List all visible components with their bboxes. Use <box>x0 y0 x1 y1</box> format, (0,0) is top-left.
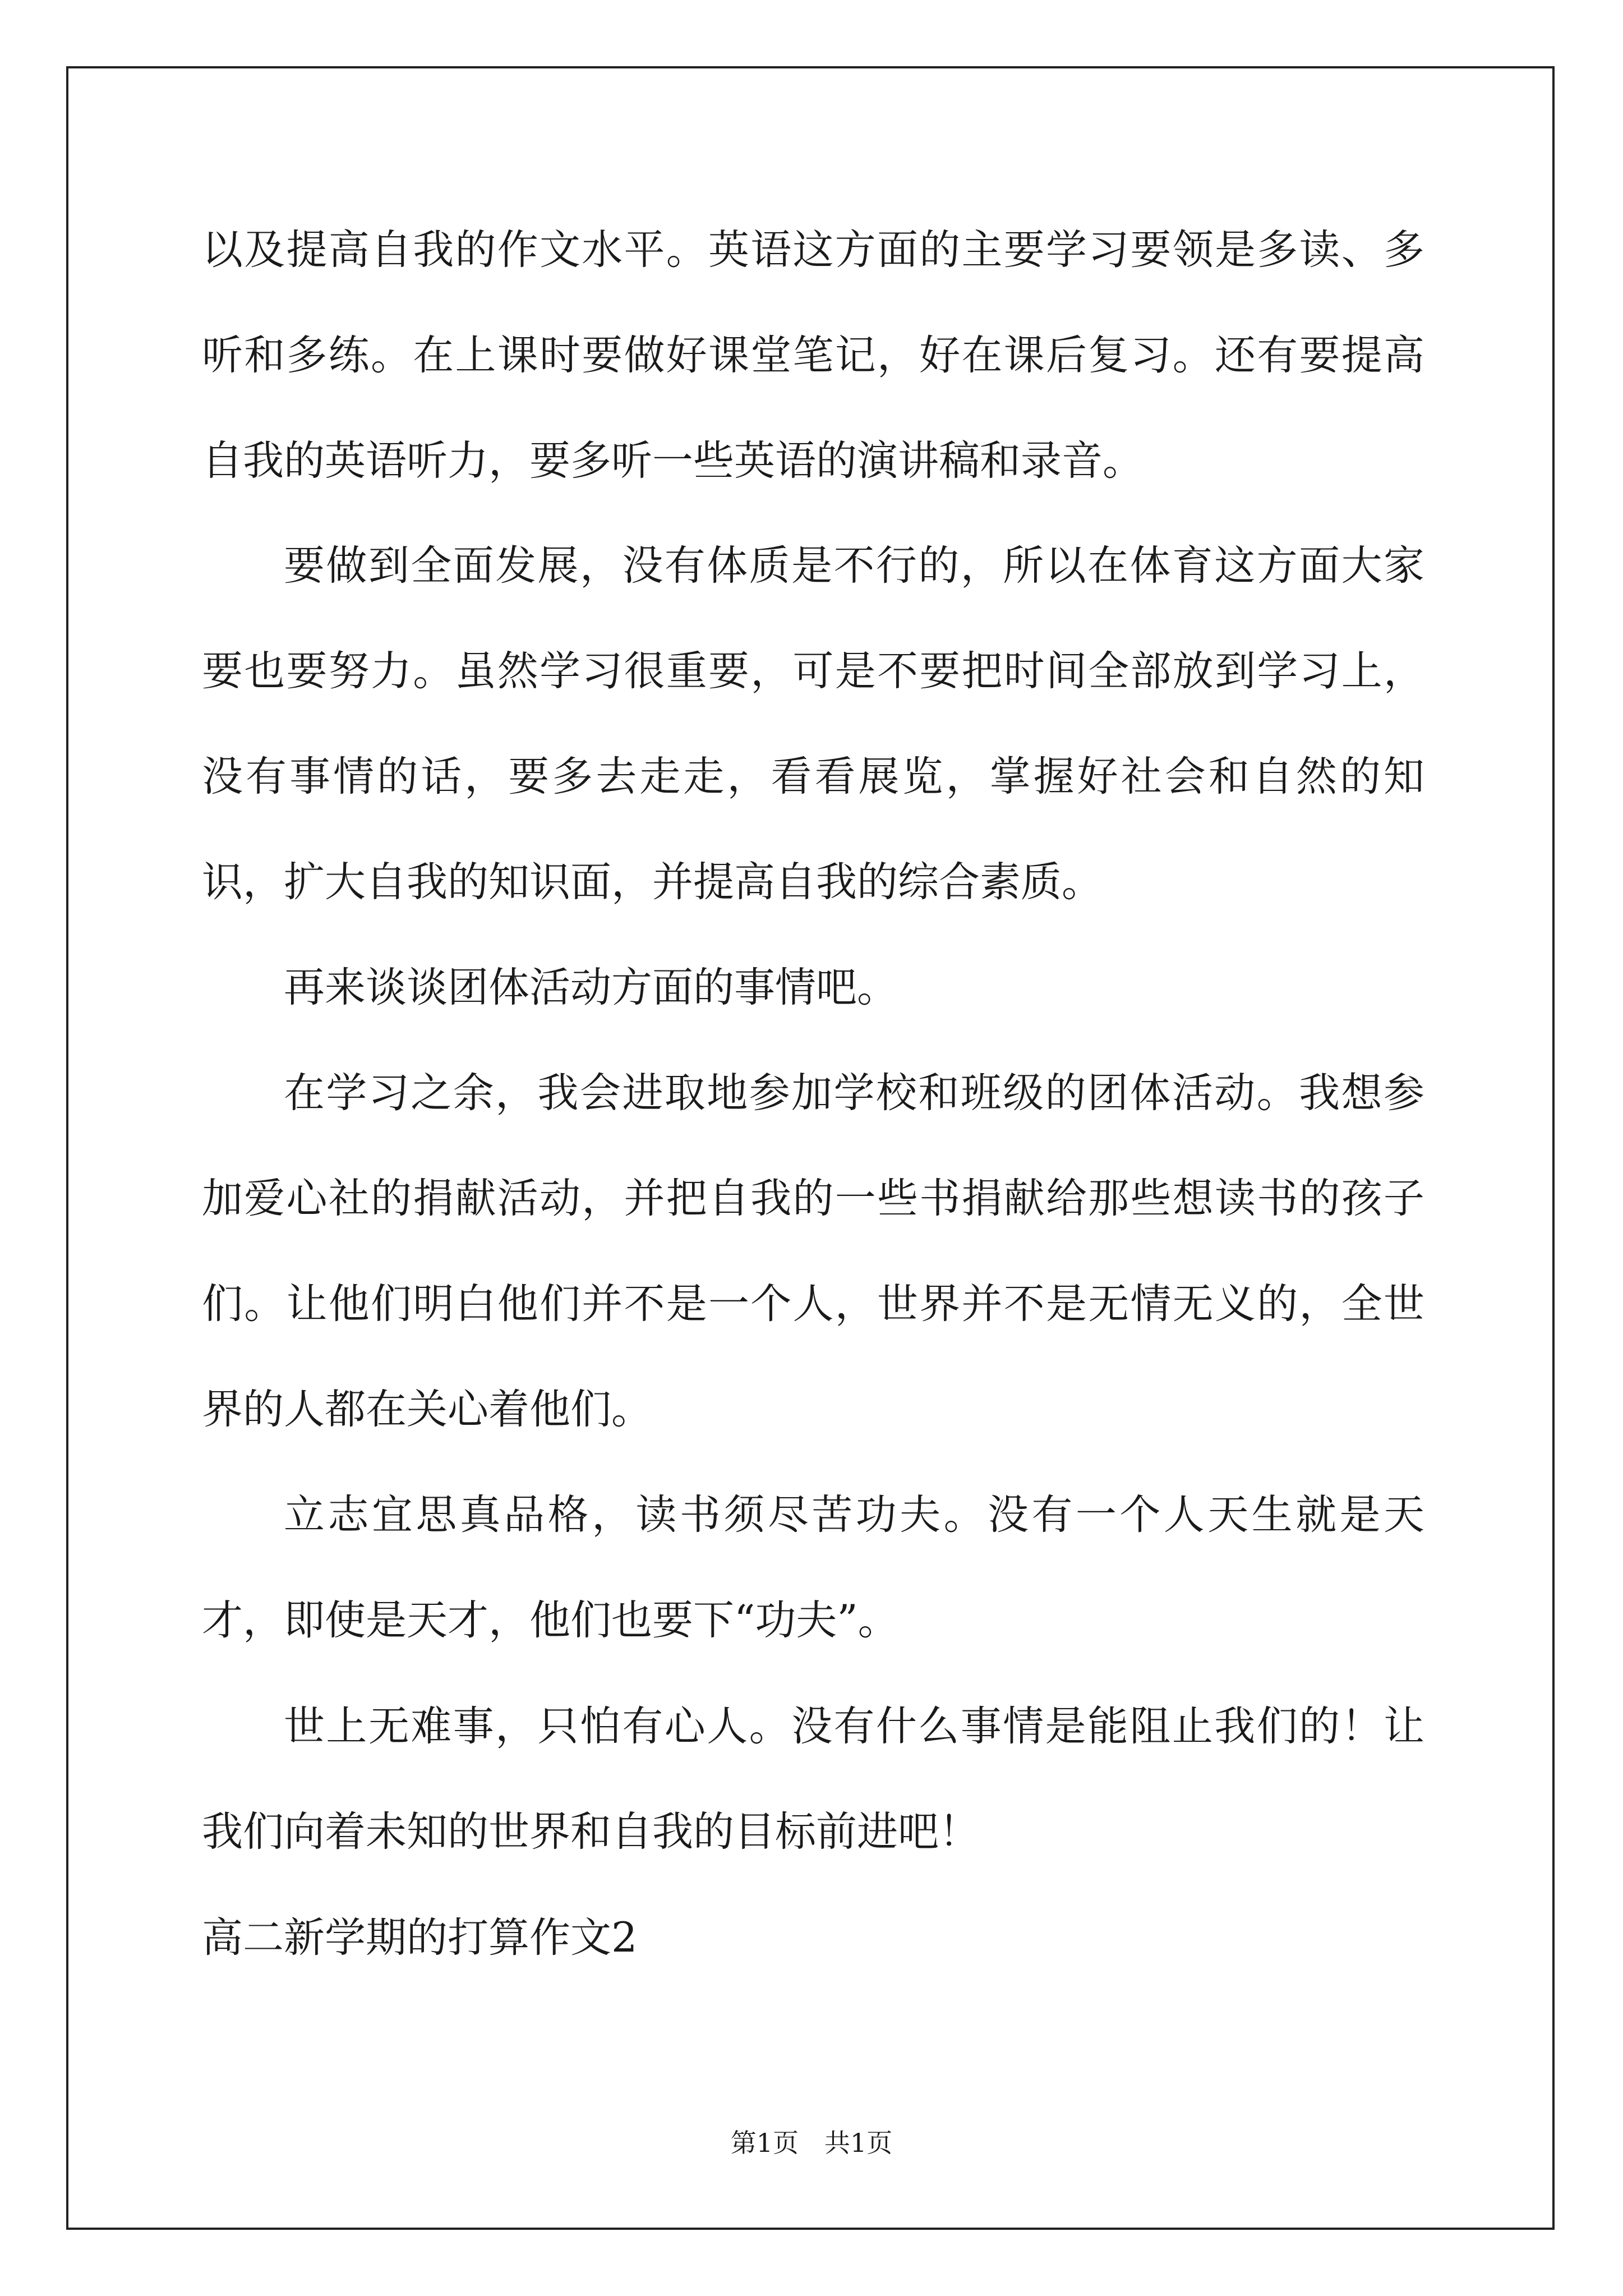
section-heading: 高二新学期的打算作文2 <box>202 1914 638 1962</box>
paragraph-6: 世上无难事，只怕有心人。没有什么事情是能阻止我们的！让我们向着未知的世界和自我的目标前进吧！ <box>202 1703 1424 1856</box>
paragraph-3: 再来谈谈团体活动方面的事情吧。 <box>284 964 898 1011</box>
paragraph-2: 要做到全面发展，没有体质是不行的，所以在体育这方面大家要也要努力。虽然学习很重要，可是不要把时间全部放到学习上，没有事情的话，要多去走走，看看展览，掌握好社会和自然的知识，扩大自我的知识面，并提高自我的综合素质。 <box>202 542 1424 906</box>
paragraph-4: 在学习之余，我会进取地参加学校和班级的团体活动。我想参加爱心社的捐献活动，并把自我的一些书捐献给那些想读书的孩子们。让他们明白他们并不是一个人，世界并不是无情无义的，全世界的人都在关心着他们。 <box>202 1069 1424 1433</box>
page-footer: 第1页 共1页 <box>730 2128 893 2158</box>
paragraph-1: 以及提高自我的作文水平。英语这方面的主要学习要领是多读、多听和多练。在上课时要做好课堂笔记，好在课后复习。还有要提高自我的英语听力，要多听一些英语的演讲稿和录音。 <box>202 226 1424 485</box>
paragraph-5: 立志宜思真品格，读书须尽苦功夫。没有一个人天生就是天才，即使是天才，他们也要下“功夫”。 <box>202 1491 1424 1644</box>
